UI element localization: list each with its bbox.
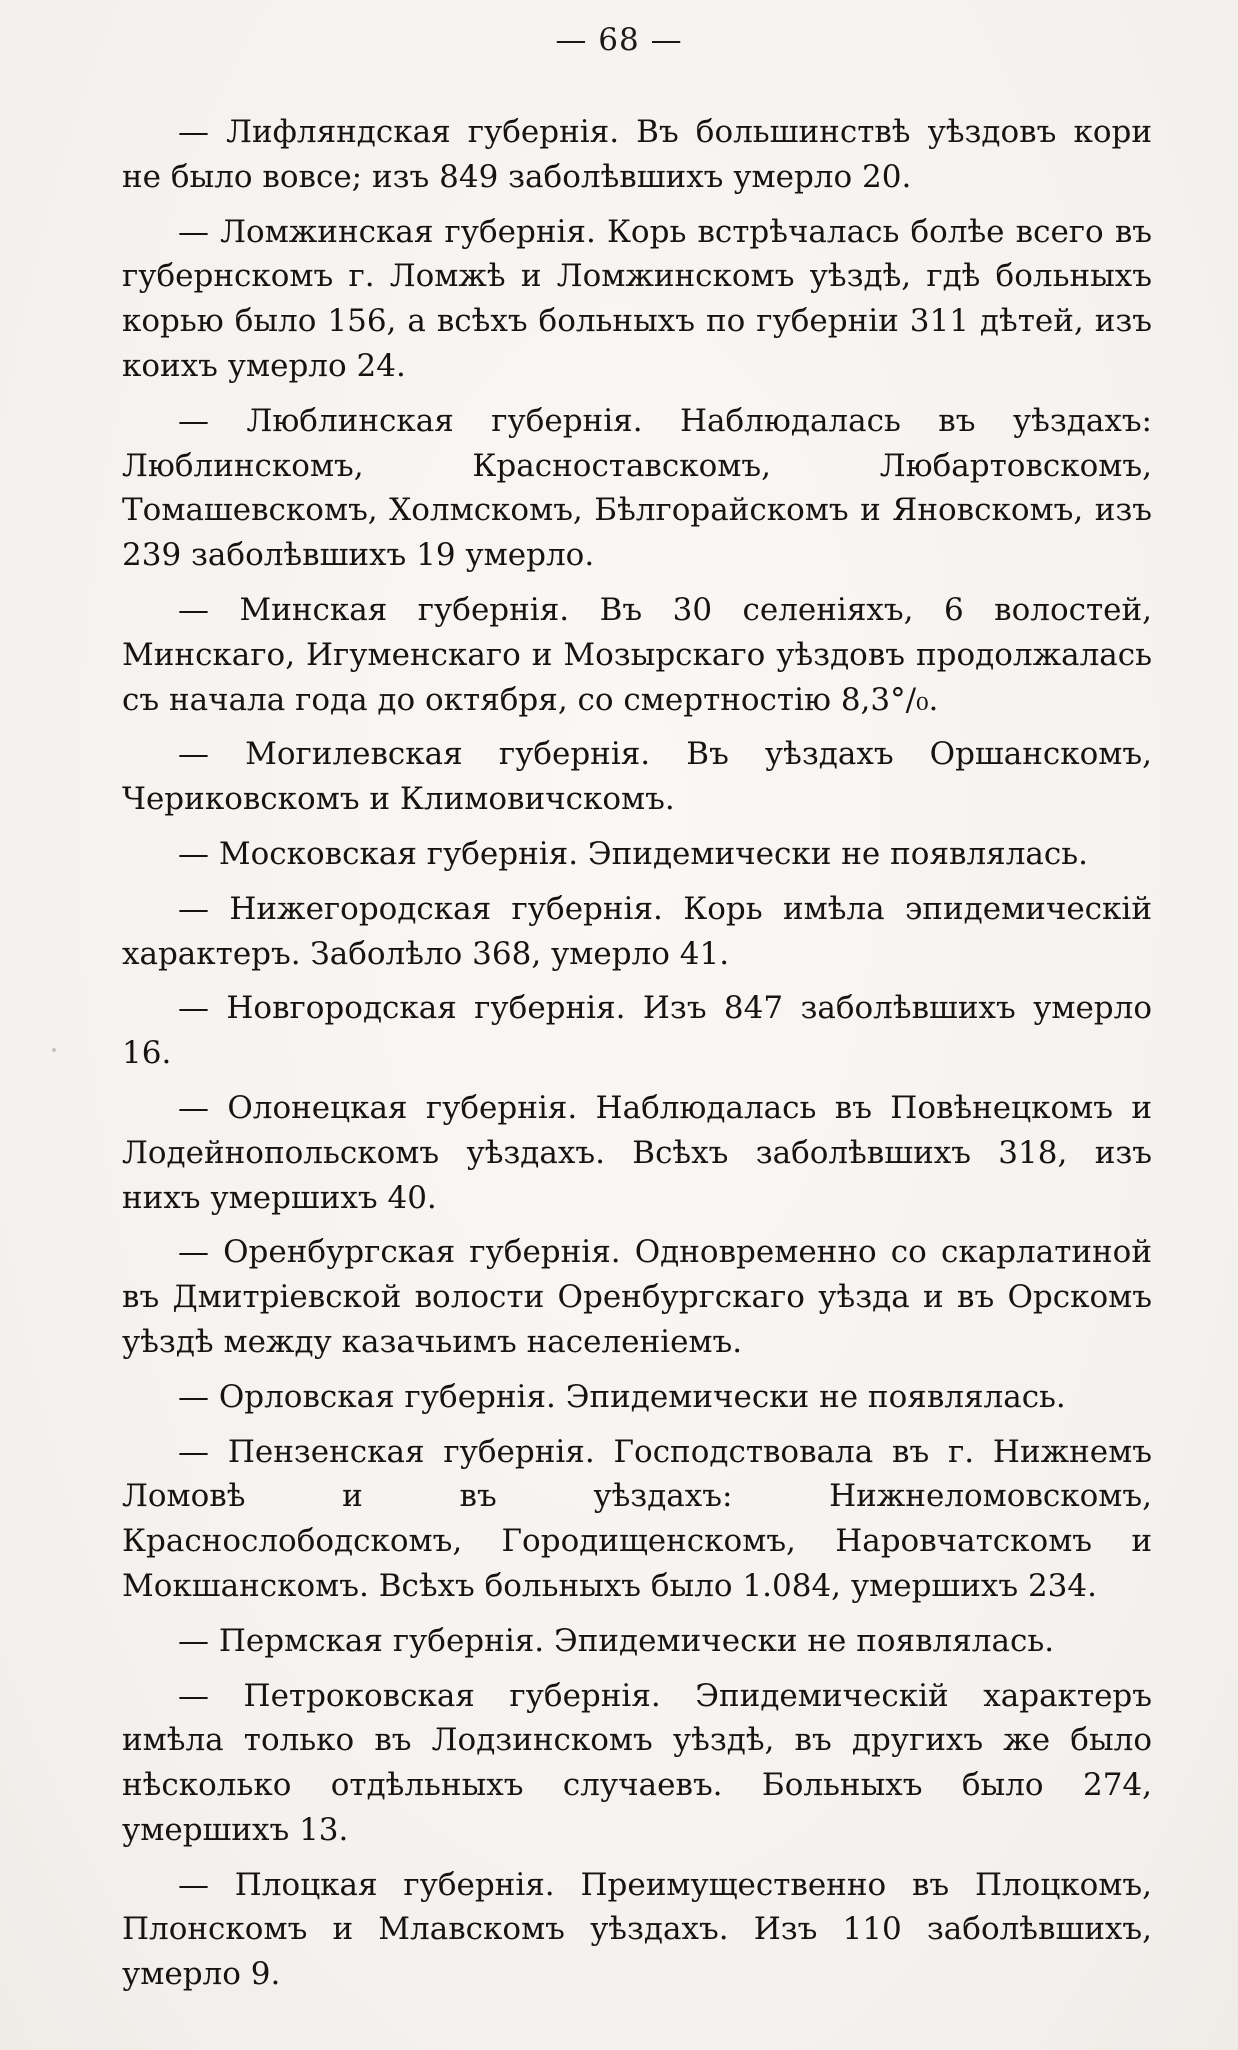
paragraph-orenburg: — Оренбургская губернія. Одновременно со скарлатиной въ Дмитріевской волости Оренбургскаго уѣзда и въ Орскомъ уѣздѣ между казачьимъ населеніемъ.: [122, 1234, 1152, 1360]
paragraph-olonets: — Олонецкая губернія. Наблюдалась въ Повѣнецкомъ и Лодейнопольскомъ уѣздахъ. Всѣхъ заболѣвшихъ 318, изъ нихъ умершихъ 40.: [122, 1089, 1152, 1216]
paragraph-petrokov: — Петроковская губернія. Эпидемическій характеръ имѣла только въ Лодзинскомъ уѣздѣ, въ другихъ же было нѣсколько отдѣльныхъ случаевъ. Больныхъ было 274, умершихъ 13.: [122, 1677, 1152, 1848]
body-text: [122, 110, 1152, 2007]
paragraph-moscow: — Московская губернія. Эпидемически не появлялась.: [178, 835, 1088, 872]
paragraph-penza: — Пензенская губернія. Господствовала въ г. Нижнемъ Ломовѣ и въ уѣздахъ: Нижнеломовскомъ, Краснослободскомъ, Городищенскомъ, Наровчатскомъ и Мокшанскомъ. Всѣхъ больныхъ было 1.084, умершихъ 234.: [122, 1433, 1152, 1604]
paper-speck: [52, 1048, 56, 1052]
paragraph-orel: — Орловская губернія. Эпидемически не появлялась.: [178, 1378, 1066, 1415]
page-number: — 68 —: [555, 22, 683, 58]
paragraph-nizhny-novgorod: — Нижегородская губернія. Корь имѣла эпидемическій характеръ. Заболѣло 368, умерло 41.: [122, 890, 1152, 972]
paragraph-minsk: — Минская губернія. Въ 30 селеніяхъ, 6 волостей, Минскаго, Игуменскаго и Мозырскаго уѣздовъ продолжалась съ начала года до октября, со смертностію 8,3°/₀.: [122, 591, 1152, 718]
paragraph-livonia: — Лифляндская губернія. Въ большинствѣ уѣздовъ кори не было вовсе; изъ 849 заболѣвшихъ умерло 20.: [122, 114, 1152, 195]
paragraph-plock: — Плоцкая губернія. Преимущественно въ Плоцкомъ, Плонскомъ и Млавскомъ уѣздахъ. Изъ 110 заболѣвшихъ, умерло 9.: [122, 1866, 1152, 1993]
paragraph-mogilev: — Могилевская губернія. Въ уѣздахъ Оршанскомъ, Чериковскомъ и Климовичскомъ.: [122, 736, 1152, 818]
paragraph-novgorod: — Новгородская губернія. Изъ 847 заболѣвшихъ умерло 16.: [122, 990, 1152, 1072]
paragraph-perm: — Пермская губернія. Эпидемически не появлялась.: [178, 1622, 1055, 1659]
paragraph-lomza: — Ломжинская губернія. Корь встрѣчалась болѣе всего въ губернскомъ г. Ломжѣ и Ломжинскомъ уѣздѣ, гдѣ больныхъ корью было 156, а всѣхъ больныхъ по губерніи 311 дѣтей, изъ коихъ умерло 24.: [122, 213, 1152, 384]
paragraph-lublin: — Люблинская губернія. Наблюдалась въ уѣздахъ: Люблинскомъ, Красноставскомъ, Любартовскомъ, Томашевскомъ, Холмскомъ, Бѣлгорайскомъ и Яновскомъ, изъ 239 заболѣвшихъ 19 умерло.: [122, 402, 1152, 574]
